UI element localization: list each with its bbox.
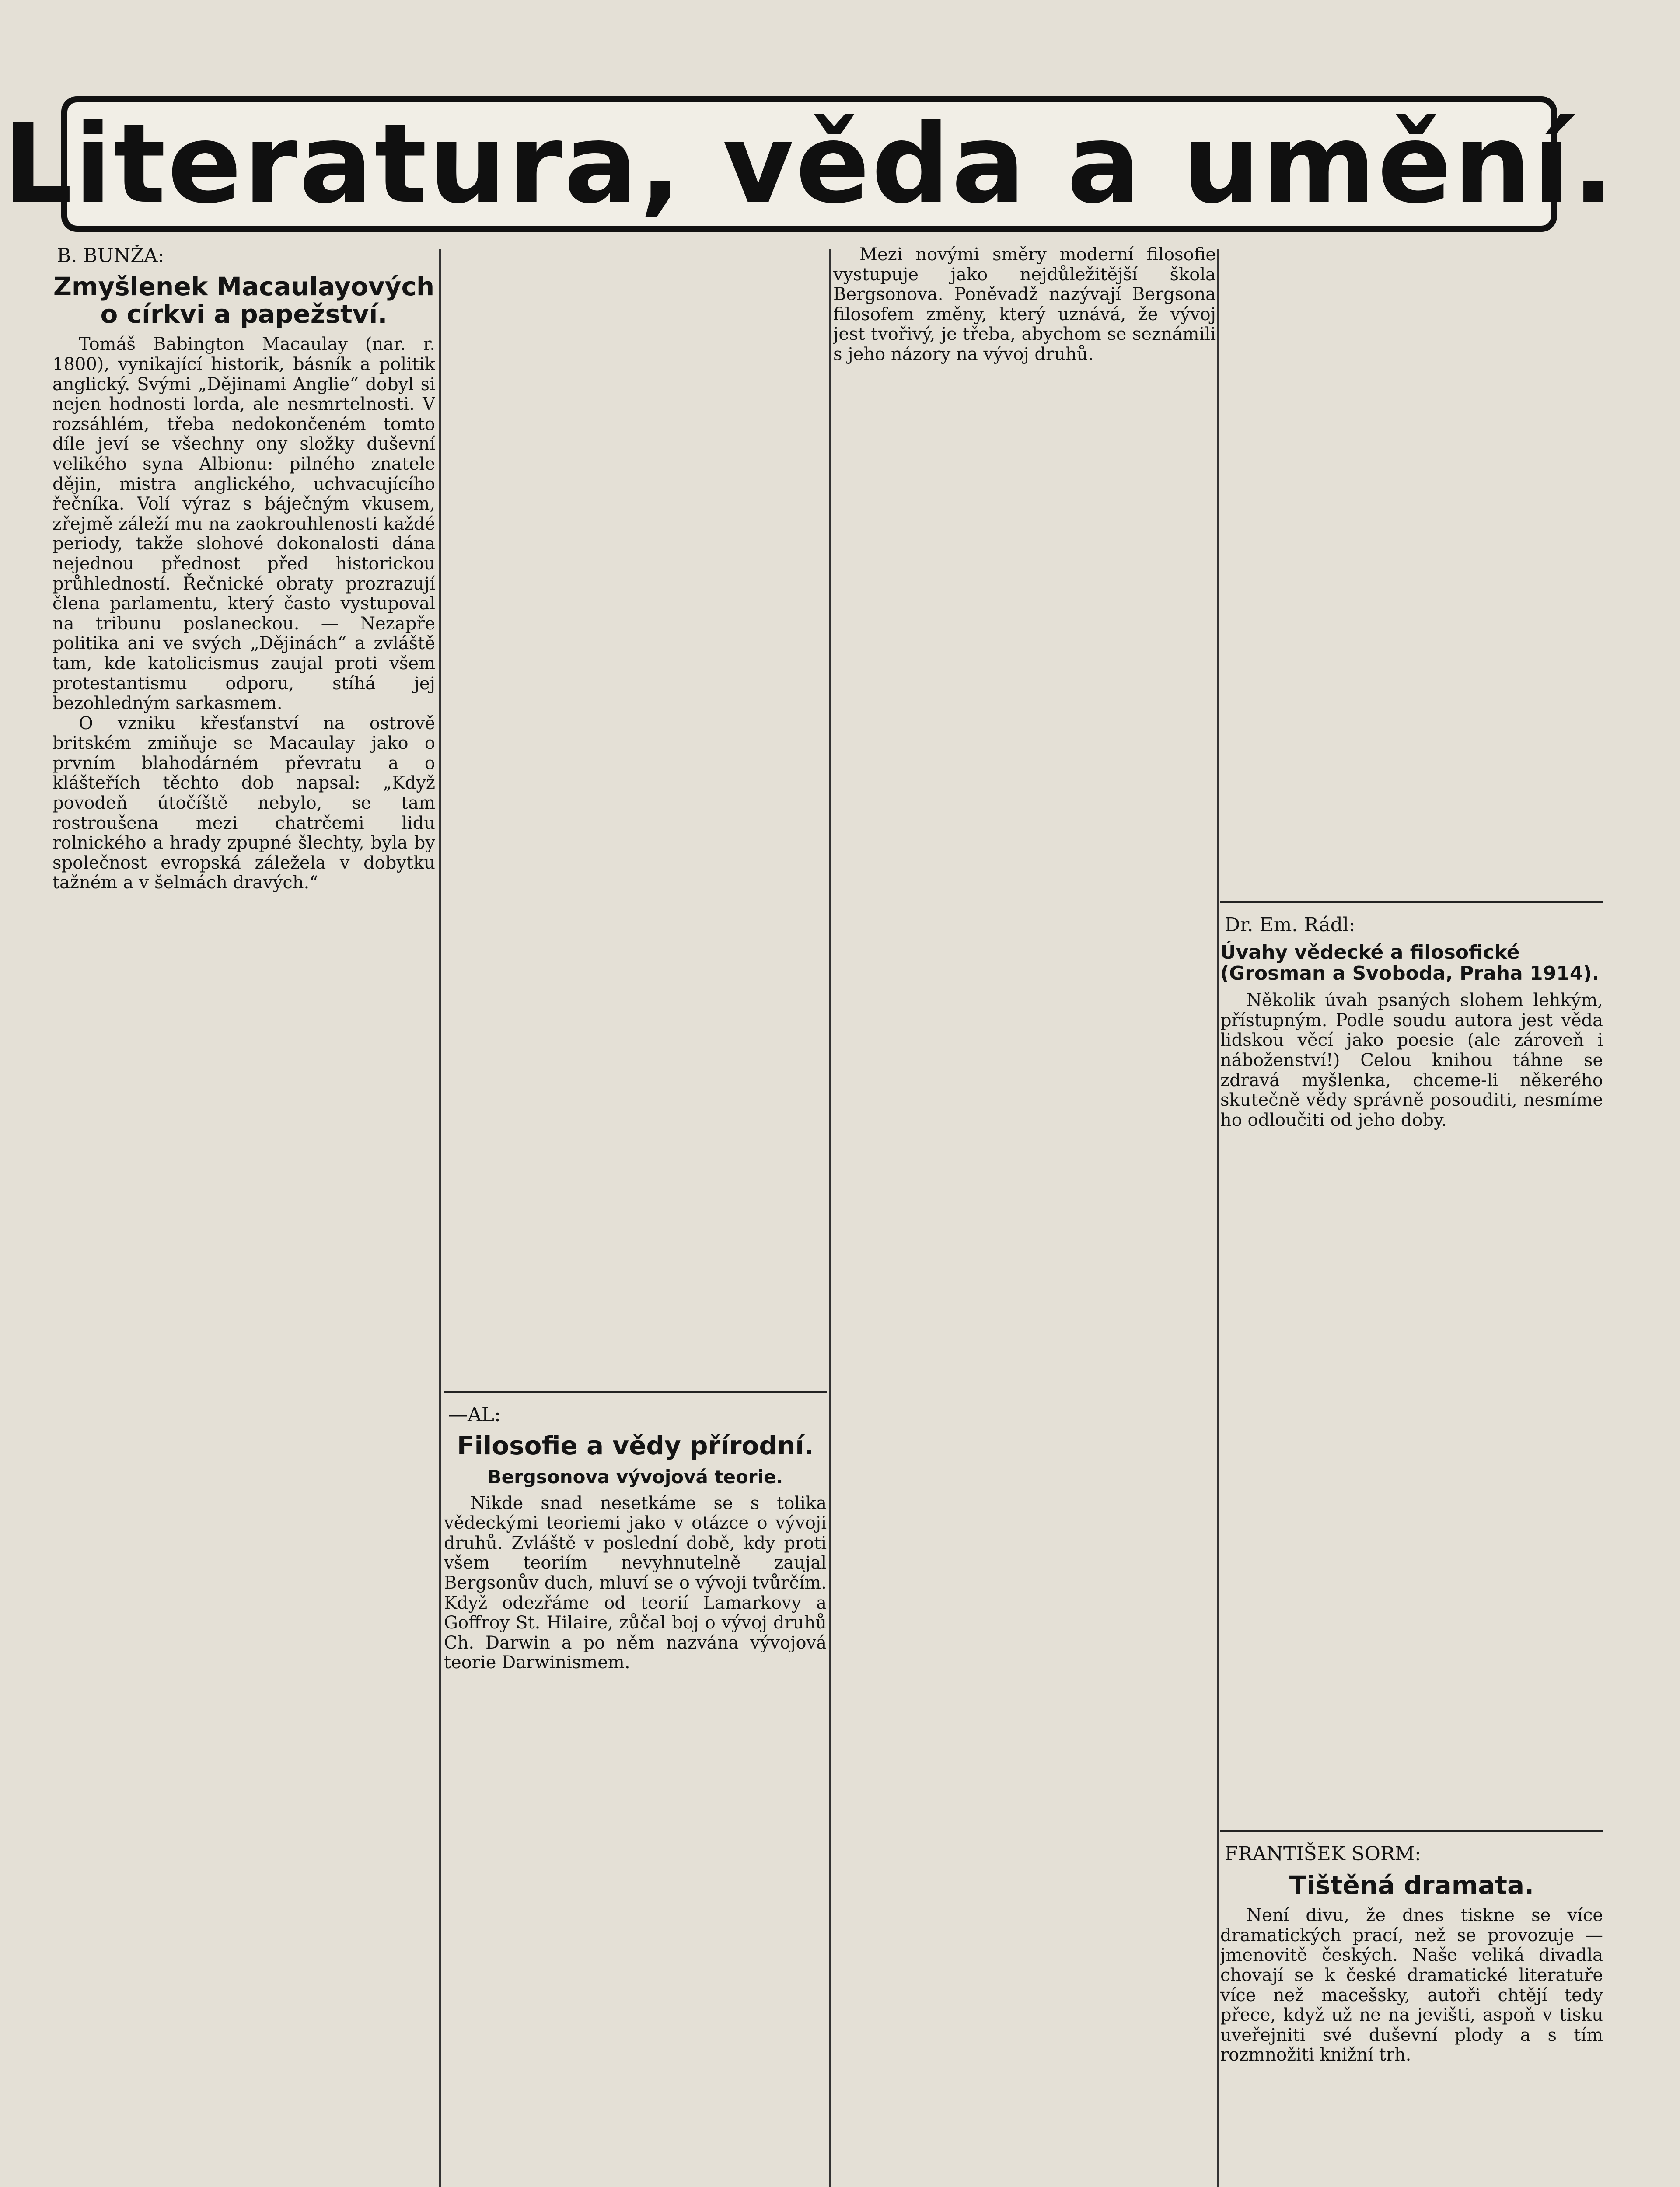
masthead [3,96,1616,232]
article-paragraph: O vzniku křesťanství na ostrově britském zmiňuje se Macaulay jako o prvním blahodárném převratu a o klášteřích těchto dob napsal: „Když povodeň útočíště nebylo, se tam rostroušena mezi chatrčemi lidu rolnického a hrady zpupné šlechty, byla by společnost evropská záležela v dobytku tažném a v šelmách dravých.“ [52,713,435,893]
masthead-title: Literatura, věda a umění. [3,100,1616,227]
article-headline: Tištěná dramata. [1289,1870,1534,1900]
column-rule [439,249,441,2187]
article-headline: Úvahy vědecké a filosofické (Grosman a Svoboda, Praha 1914). [1220,941,1600,985]
article-headline: Filosofie a vědy přírodní. [457,1431,814,1461]
column-rule [829,249,831,2187]
article-subheadline: Bergsonova vývojová teorie. [487,1466,783,1488]
column-3 [833,245,1216,2187]
article-paragraph: Mezi novými směry moderní filosofie vystupuje jako nejdůležitější škola Bergsonova. Poněvadž nazývají Bergsona filosofem změny, který uznává, že vývoj jest tvořivý, je třeba, abychom se seznámili s jeho názory na vývoj druhů. [833,245,1216,364]
section-divider [1220,1830,1603,1832]
column-1 [52,245,435,2187]
article-byline: B. BUNŽA: [57,245,164,267]
article-byline: —AL: [448,1404,501,1426]
column-2 [444,245,827,2187]
section-divider [444,1391,827,1393]
article-paragraph: Není divu, že dnes tiskne se více dramatických prací, než se provozuje — jmenovitě českých. Naše veliká divadla chovají se k české dramatické literatuře více než macešsky, autoři chtějí tedy přece, když už ne na jevišti, aspoň v tisku uveřejniti své duševní plody a s tím rozmnožiti knižní trh. [1220,1905,1603,2065]
article-byline: FRANTIŠEK SORM: [1225,1843,1422,1866]
article-byline: Dr. Em. Rádl: [1225,914,1355,936]
article-paragraph: Tomáš Babington Macaulay (nar. r. 1800), vynikající historik, básník a politik anglický. Svými „Dějinami Anglie“ dobyl si nejen hodnosti lorda, ale nesmrtelnosti. V rozsáhlém, třeba nedokončeném tomto díle jeví se všechny ony složky duševní velikého syna Albionu: pilného znatele dějin, mistra anglického, uchvacujícího řečníka. Volí výraz s báječným vkusem, zřejmě záleží mu na zaokrouhlenosti každé periody, takže slohové dokonalosti dána nejednou přednost před historickou průhledností. Řečnické obraty prozrazují člena parlamentu, který často vystupoval na tribunu poslaneckou. — Nezapře politika ani ve svých „Dějinách“ a zvláště tam, kde katolicismus zaujal proti všem protestantismu odporu, stíhá jej bezohledným sarkasmem. [52,334,435,714]
article-paragraph: Nikde snad nesetkáme se s tolika vědeckými teoriemi jako v otázce o vývoji druhů. Zvláště v poslední době, kdy proti všem teoriím nevyhnutelně zaujal Bergsonův duch, mluví se o vývoji tvůrčím. Když odezřáme od teorií Lamarkovy a Goffroy St. Hilaire, zůčal boj o vývoj druhů Ch. Darwin a po něm nazvána vývojová teorie Darwinismem. [444,1493,827,1673]
article-paragraph: Několik úvah psaných slohem lehkým, přístupným. Podle soudu autora jest věda lidskou věcí jako poesie (ale zároveň i náboženství!) Celou knihou táhne se zdravá myšlenka, chceme-li někerého skutečně vědy správně posouditi, nesmíme ho odloučiti od jeho doby. [1220,990,1603,1130]
column-4 [1220,245,1603,2187]
column-rule [1217,249,1219,2187]
article-headline: Zmyšlenek Macaulayových o církvi a papežství. [53,272,435,329]
section-divider [1220,901,1603,903]
